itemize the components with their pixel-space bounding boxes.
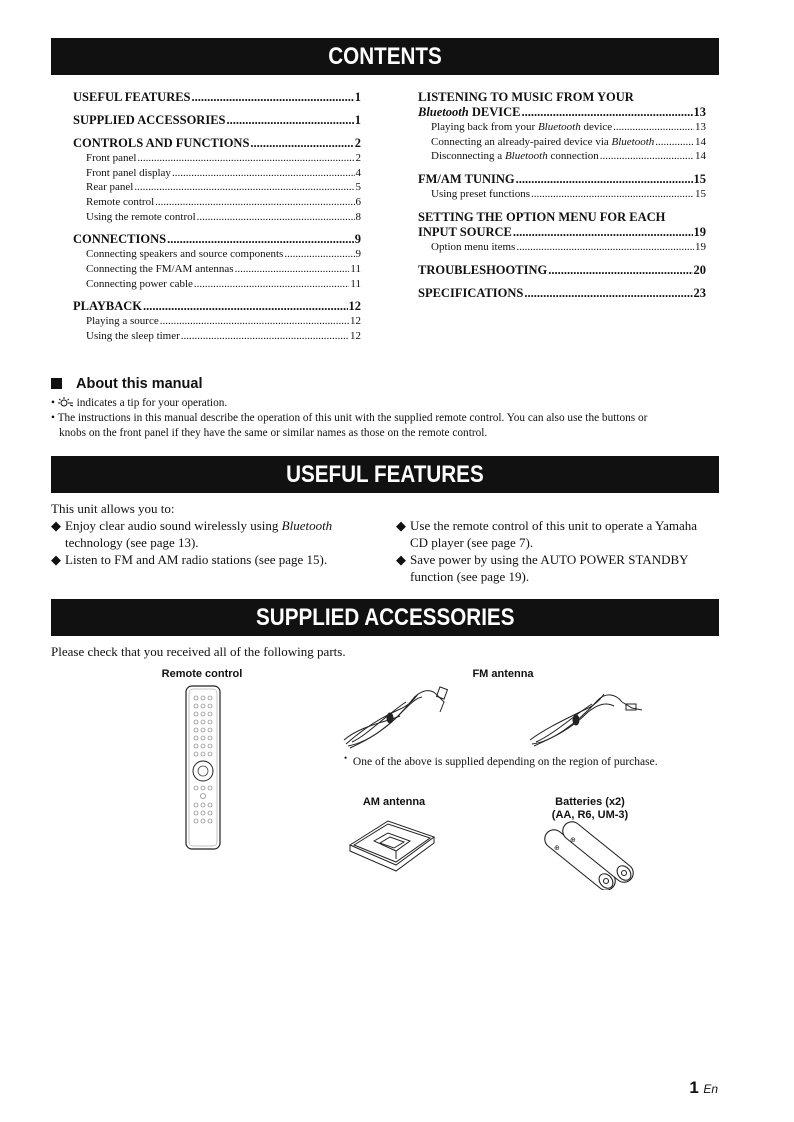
useful-features-heading: USEFUL FEATURES bbox=[51, 456, 719, 493]
supplied-accessories-heading: SUPPLIED ACCESSORIES bbox=[51, 599, 719, 636]
page-number: 1 En bbox=[689, 1078, 718, 1097]
toc-entry[interactable]: Using the remote control ..... 8 bbox=[86, 211, 361, 223]
features-intro: This unit allows you to: bbox=[51, 501, 175, 516]
toc-entry[interactable]: TROUBLESHOOTING ..... 20 bbox=[418, 263, 706, 278]
batteries-label: Batteries (x2) (AA, R6, UM-3) bbox=[551, 796, 629, 821]
toc-entry[interactable]: FM/AM TUNING ..... 15 bbox=[418, 172, 706, 187]
diamond-bullet-icon: ◆ bbox=[396, 552, 406, 567]
toc-entry[interactable]: Front panel ..... 2 bbox=[86, 152, 361, 164]
toc-entry[interactable]: Remote control ..... 6 bbox=[86, 196, 361, 208]
toc-entry[interactable]: Connecting power cable ..... 11 bbox=[86, 278, 361, 290]
toc-entry[interactable]: SPECIFICATIONS ..... 23 bbox=[418, 286, 706, 301]
toc-entry[interactable]: SUPPLIED ACCESSORIES ..... 1 bbox=[73, 113, 361, 128]
toc-entry[interactable]: Front panel display ..... 4 bbox=[86, 167, 361, 179]
toc-entry[interactable]: Bluetooth DEVICE ..... 13 bbox=[418, 105, 706, 120]
toc-entry[interactable]: Option menu items ..... 19 bbox=[431, 241, 706, 253]
fm-antenna-icon bbox=[528, 684, 648, 754]
square-bullet-icon bbox=[51, 378, 62, 389]
toc-entry[interactable]: Playing a source ..... 12 bbox=[86, 315, 361, 327]
accessories-intro: Please check that you received all of the following parts. bbox=[51, 644, 346, 659]
svg-text:⊕: ⊕ bbox=[570, 836, 576, 844]
feature-item: ◆ Enjoy clear audio sound wirelessly using Bluetooth technology (see page 13). bbox=[51, 518, 333, 550]
toc-entry[interactable]: Using the sleep timer ..... 12 bbox=[86, 330, 361, 342]
toc-entry[interactable]: Connecting the FM/AM antennas ..... 11 bbox=[86, 263, 361, 275]
toc-entry[interactable]: Rear panel ..... 5 bbox=[86, 181, 361, 193]
am-antenna-label: AM antenna bbox=[362, 796, 426, 808]
diamond-bullet-icon: ◆ bbox=[51, 552, 61, 567]
about-heading: About this manual bbox=[51, 376, 202, 392]
toc-entry[interactable]: LISTENING TO MUSIC FROM YOUR bbox=[418, 90, 634, 104]
fm-antenna-label: FM antenna bbox=[472, 668, 534, 680]
toc-entry[interactable]: Using preset functions ..... 15 bbox=[431, 188, 706, 200]
toc-entry[interactable]: USEFUL FEATURES ..... 1 bbox=[73, 90, 361, 105]
fm-antenna-icon bbox=[340, 682, 460, 754]
toc-entry[interactable]: SETTING THE OPTION MENU FOR EACH bbox=[418, 210, 666, 224]
tip-icon bbox=[58, 397, 74, 407]
about-instructions: • The instructions in this manual describe the operation of this unit with the supplied remote control. You can also use the buttons or knobs on the front panel if they have the same or similar names as those on the remote control. bbox=[51, 412, 648, 439]
feature-item: ◆ Save power by using the AUTO POWER STANDBY function (see page 19). bbox=[396, 552, 689, 584]
feature-item: ◆ Listen to FM and AM radio stations (see page 15). bbox=[51, 552, 328, 567]
toc-entry[interactable]: CONNECTIONS ..... 9 bbox=[73, 232, 361, 247]
svg-text:⊕: ⊕ bbox=[554, 844, 560, 852]
toc-entry[interactable]: INPUT SOURCE ..... 19 bbox=[418, 225, 706, 240]
toc-entry[interactable]: Connecting speakers and source components ..... 9 bbox=[86, 248, 361, 260]
am-antenna-icon bbox=[344, 815, 439, 875]
toc-entry[interactable]: PLAYBACK ..... 12 bbox=[73, 299, 361, 314]
fm-antenna-note: • One of the above is supplied depending on the region of purchase. bbox=[344, 753, 658, 768]
toc-entry[interactable]: CONTROLS AND FUNCTIONS ..... 2 bbox=[73, 136, 361, 151]
diamond-bullet-icon: ◆ bbox=[51, 518, 61, 533]
contents-heading: CONTENTS bbox=[51, 38, 719, 75]
feature-item: ◆ Use the remote control of this unit to operate a Yamaha CD player (see page 7). bbox=[396, 518, 698, 550]
toc-entry[interactable]: Connecting an already-paired device via Bluetooth ..... 14 bbox=[431, 136, 706, 148]
remote-control-label: Remote control bbox=[161, 668, 243, 680]
toc-entry[interactable]: Disconnecting a Bluetooth connection ..... 14 bbox=[431, 150, 706, 162]
batteries-icon bbox=[540, 820, 640, 890]
about-tip: • indicates a tip for your operation. bbox=[51, 397, 228, 409]
diamond-bullet-icon: ◆ bbox=[396, 518, 406, 533]
remote-control-icon bbox=[183, 684, 223, 852]
toc-entry[interactable]: Playing back from your Bluetooth device ..... 13 bbox=[431, 121, 706, 133]
